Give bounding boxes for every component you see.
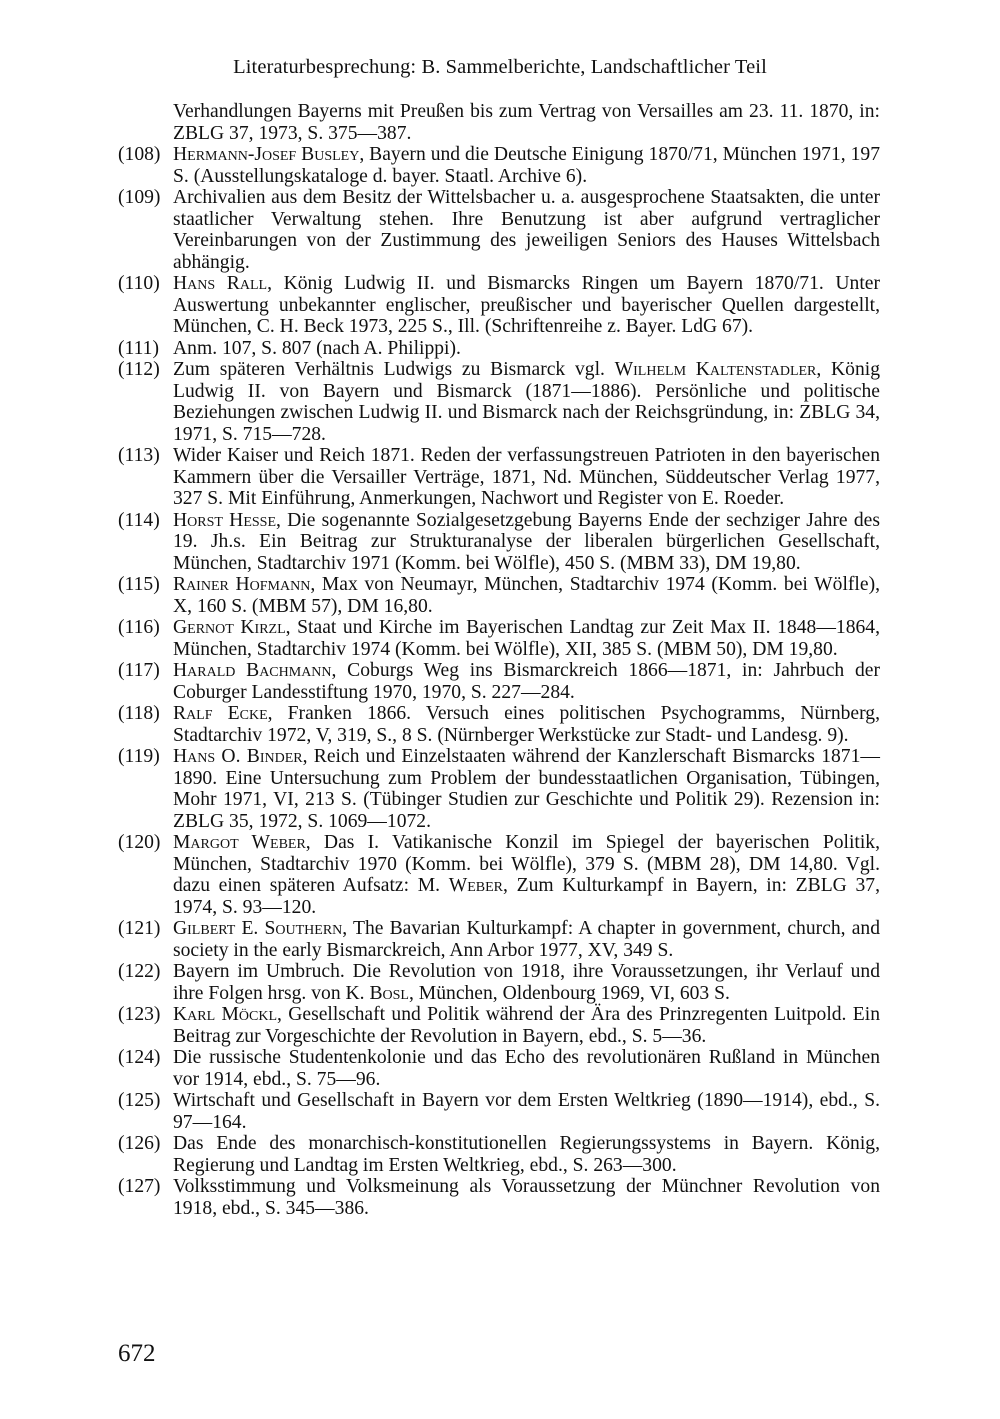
footnote-text — [173, 617, 880, 660]
author-name: Hermann-Josef Busley — [173, 144, 360, 165]
footnote-number: (115) — [118, 574, 160, 595]
footnote-entry — [118, 1004, 880, 1047]
citation-text: Archivalien aus dem Besitz der Wittelsbacher u. a. ausgesprochene Staatsakten, die unter staatlicher Verwaltung stehen. Ihre Benutzung ist aber aufgrund vertraglicher Vereinbarungen von der Zustimmung des jeweiligen Seniors des Hauses Wittelsbach abhängig. — [173, 187, 880, 273]
footnote-text — [173, 359, 880, 445]
citation-text: , Max von Neumayr, München, Stadtarchiv 1974 (Komm. bei Wölfle), X, 160 S. (MBM 57), DM 16,80. — [173, 574, 880, 617]
citation-text: Das Ende des monarchisch-konstitutionellen Regierungssystems in Bayern. König, Regierung und Landtag im Ersten Weltkrieg, ebd., S. 263—300. — [173, 1133, 880, 1176]
footnote-text — [173, 273, 880, 337]
citation-text: Zum späteren Verhältnis Ludwigs zu Bismarck vgl. — [173, 359, 615, 380]
footnote-entry — [118, 918, 880, 961]
footnote-text — [173, 510, 880, 574]
footnote-text — [173, 1047, 880, 1090]
footnote-entry — [118, 617, 880, 660]
citation-text: , Gesellschaft und Politik während der Ära des Prinzregenten Luitpold. Ein Beitrag zur Vorgeschichte der Revolution in Bayern, ebd., S. 5—36. — [173, 1004, 880, 1047]
author-name: Harald Bachmann — [173, 660, 332, 681]
footnote-text — [173, 832, 880, 918]
footnote-number: (119) — [118, 746, 160, 767]
author-name: Hans Rall — [173, 273, 268, 294]
footnote-number: (116) — [118, 617, 160, 638]
footnote-number: (111) — [118, 337, 159, 359]
citation-text: Bayern im Umbruch. Die Revolution von 1918, ihre Voraussetzungen, ihr Verlauf und ihre Folgen hrsg. von K. — [173, 961, 880, 1004]
citation-text: Anm. 107, S. 807 (nach A. Philippi). — [173, 337, 461, 359]
footnote-entry — [118, 574, 880, 617]
citation-text: , Zum Kulturkampf in Bayern, in: ZBLG 37, 1974, S. 93—120. — [173, 875, 880, 918]
author-name: Wilhelm Kaltenstadler — [614, 359, 817, 380]
footnote-number: (112) — [118, 359, 160, 380]
footnote-number: (126) — [118, 1133, 161, 1154]
author-name: Horst Hesse — [173, 509, 276, 531]
running-header: Literaturbesprechung: B. Sammelberichte, Landschaftlicher Teil — [233, 56, 767, 78]
citation-text: , König Ludwig II. und Bismarcks Ringen um Bayern 1870/71. Unter Auswertung unbekannter englischer, preußischer und bayerischer Quellen dargestellt, München, C. H. Beck 1973, 225 S., Ill. (Schriftenreihe z. Bayer. LdG 67). — [173, 273, 880, 337]
footnote-number: (113) — [118, 445, 160, 466]
citation-text: , Das I. Vatikanische Konzil im Spiegel der bayerischen Politik, München, Stadtarchiv 1970 (Komm. bei Wölfle), 379 S. (MBM 28), DM 14,80. Vgl. dazu einen späteren Aufsatz: M. — [173, 832, 880, 896]
author-name: Karl Möckl — [173, 1004, 278, 1025]
footnote-number: (127) — [118, 1176, 161, 1197]
footnote-entry — [118, 144, 880, 187]
citation-text: , Coburgs Weg ins Bismarckreich 1866—1871, in: Jahrbuch der Coburger Landesstiftung 1970, 1970, S. 227—284. — [173, 660, 880, 703]
footnote-entry — [118, 961, 880, 1004]
citation-text: , Franken 1866. Versuch eines politischen Psychogramms, Nürnberg, Stadtarchiv 1972, V, 319, S., 8 S. (Nürnberger Werkstücke zur Stadt- und Landesg. 9). — [173, 703, 880, 746]
citation-text: , München, Oldenbourg 1969, VI, 603 S. — [409, 982, 730, 1004]
footnote-entry — [118, 746, 880, 832]
footnote-text — [173, 660, 880, 703]
footnote-entry — [118, 273, 880, 338]
footnote-entry — [118, 1047, 880, 1090]
citation-text: Volksstimmung und Volksmeinung als Voraussetzung der Münchner Revolution von 1918, ebd., S. 345—386. — [173, 1176, 880, 1219]
citation-text: Die russische Studentenkolonie und das Echo des revolutionären Rußland in München vor 1914, ebd., S. 75—96. — [173, 1047, 880, 1090]
footnote-number: (122) — [118, 961, 161, 982]
footnote-text — [173, 338, 461, 359]
citation-text: Wider Kaiser und Reich 1871. Reden der verfassungstreuen Patrioten in den bayerischen Kammern über die Versailler Verträge, 1871, Nd. München, Süddeutscher Verlag 1977, 327 S. Mit Einführung, Anmerkungen, Nachwort und Register von E. Roeder. — [173, 445, 880, 509]
author-name: Bosl — [369, 982, 409, 1004]
footnote-text — [173, 1176, 880, 1219]
footnote-text — [173, 1090, 880, 1133]
footnote-number: (121) — [118, 918, 161, 939]
author-name: Gilbert E. Southern — [173, 918, 343, 939]
author-name: Weber — [448, 875, 504, 896]
footnote-number: (109) — [118, 187, 161, 208]
author-name: Gernot Kirzl — [173, 617, 286, 638]
footnote-number: (124) — [118, 1047, 161, 1068]
citation-text: , Reich und Einzelstaaten während der Kanzlerschaft Bismarcks 1871—1890. Eine Untersuchung zum Problem der bundesstaatlichen Organisation, Tübingen, Mohr 1971, VI, 213 S. (Tübinger Studien zur Geschichte und Politik 29). Rezension in: ZBLG 35, 1972, S. 1069—1072. — [173, 746, 880, 832]
footnote-entry — [118, 703, 880, 746]
footnote-entry — [118, 1176, 880, 1219]
footnote-text — [173, 703, 880, 746]
citation-text: , Staat und Kirche im Bayerischen Landtag zur Zeit Max II. 1848—1864, München, Stadtarchiv 1974 (Komm. bei Wölfle), XII, 385 S. (MBM 50), DM 19,80. — [173, 617, 881, 660]
footnote-number: (117) — [118, 660, 160, 681]
footnote-number: (120) — [118, 832, 161, 853]
footnote-entries — [118, 144, 880, 1219]
footnote-entry — [118, 1133, 880, 1176]
footnote-entry — [118, 832, 880, 918]
footnote-entry — [118, 338, 880, 360]
footnote-number: (108) — [118, 144, 161, 165]
footnote-list — [118, 101, 880, 1219]
footnote-number: (110) — [118, 273, 160, 294]
footnote-entry — [118, 359, 880, 445]
author-name: Margot Weber — [173, 832, 306, 853]
footnote-text — [173, 187, 880, 273]
footnote-entry — [118, 510, 880, 575]
footnote-text — [173, 1133, 880, 1176]
footnote-number: (114) — [118, 509, 160, 531]
citation-text: , Die sogenannte Sozialgesetzgebung Bayerns Ende der sechziger Jahre des 19. Jh.s. Ein Beitrag zur Strukturanalyse der liberalen bürgerlichen Gesellschaft, München, Stadtarchiv 1971 (Komm. bei Wölfle), 450 S. (MBM 33), DM 19,80. — [173, 509, 880, 574]
footnote-text — [173, 746, 880, 832]
author-name: Ralf Ecke — [173, 703, 268, 724]
footnote-entry — [118, 187, 880, 273]
footnote-entry — [118, 445, 880, 510]
footnote-entry — [118, 1090, 880, 1133]
footnote-number: (118) — [118, 703, 160, 724]
footnote-text — [173, 144, 880, 187]
author-name: Rainer Hofmann — [173, 574, 311, 595]
page-number: 672 — [118, 1340, 156, 1367]
footnote-text — [173, 961, 880, 1004]
citation-text: Wirtschaft und Gesellschaft in Bayern vor dem Ersten Weltkrieg (1890—1914), ebd., S. 97—164. — [173, 1090, 880, 1133]
citation-text: , Bayern und die Deutsche Einigung 1870/71, München 1971, 197 S. (Ausstellungskataloge d. bayer. Staatl. Archive 6). — [173, 144, 880, 187]
citation-text: , The Bavarian Kulturkampf: A chapter in government, church, and society in the early Bismarckreich, Ann Arbor 1977, XV, 349 S. — [173, 918, 880, 961]
continued-footnote-text: Verhandlungen Bayerns mit Preußen bis zum Vertrag von Versailles am 23. 11. 1870, in: ZBLG 37, 1973, S. 375—387. — [173, 101, 880, 144]
footnote-text — [173, 574, 880, 617]
footnote-text — [173, 1004, 880, 1047]
footnote-number: (125) — [118, 1090, 161, 1111]
footnote-number: (123) — [118, 1004, 161, 1025]
citation-text: , König Ludwig II. von Bayern und Bismarck (1871—1886). Persönliche und politische Beziehungen zwischen Ludwig II. und Bismarck nach der Reichsgründung, in: ZBLG 34, 1971, S. 715—728. — [173, 359, 881, 445]
footnote-entry — [118, 660, 880, 703]
author-name: Hans O. Binder — [173, 746, 303, 767]
footnote-text — [173, 918, 880, 961]
footnote-text — [173, 445, 880, 509]
